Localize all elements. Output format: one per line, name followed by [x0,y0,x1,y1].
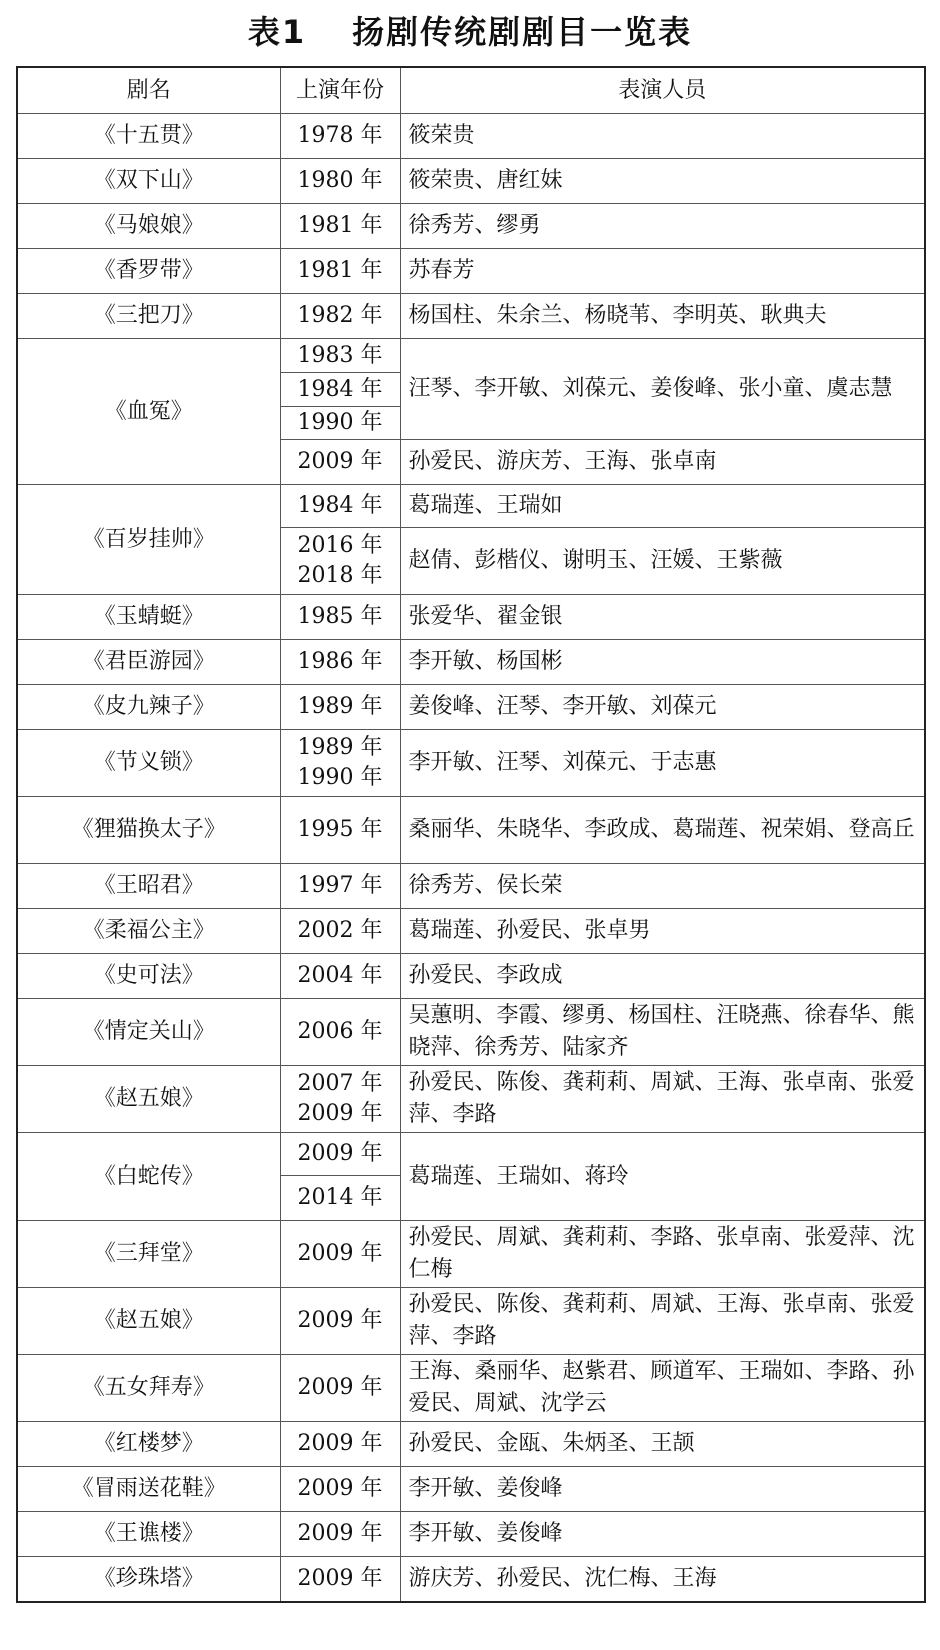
table-row [17,1221,925,1288]
play-year: 2009 年 [280,1133,400,1176]
play-performers: 赵倩、彭楷仪、谢明玉、汪媛、王紫薇 [400,528,925,595]
play-performers: 吴蕙明、李霞、缪勇、杨国柱、汪晓燕、徐春华、熊晓萍、徐秀芳、陆家齐 [400,999,925,1066]
play-year: 1995 年 [280,797,400,864]
play-year: 1986 年 [280,640,400,685]
table-row [17,1557,925,1603]
play-performers: 葛瑞莲、王瑞如、蒋玲 [400,1133,925,1221]
table-row [17,864,925,909]
play-year: 1983 年 [280,339,400,373]
year-line: 2018 年 [297,563,383,588]
table-row [17,909,925,954]
play-name: 《节义锁》 [17,730,280,797]
play-performers: 李开敏、杨国彬 [400,640,925,685]
play-name: 《马娘娘》 [17,204,280,249]
play-year: 1982 年 [280,294,400,339]
play-name: 《狸猫换太子》 [17,797,280,864]
table-row [17,1422,925,1467]
play-year: 1981 年 [280,249,400,294]
play-performers: 游庆芳、孙爱民、沈仁梅、王海 [400,1557,925,1603]
play-year: 1978 年 [280,114,400,159]
play-year: 2009 年 [280,1288,400,1355]
table-number: 表1 [247,13,307,51]
play-performers: 姜俊峰、汪琴、李开敏、刘葆元 [400,685,925,730]
play-performers: 苏春芳 [400,249,925,294]
header-year: 上演年份 [280,67,400,114]
table-row [17,640,925,685]
play-performers: 李开敏、姜俊峰 [400,1512,925,1557]
table-row [17,485,925,528]
play-performers: 李开敏、汪琴、刘葆元、于志惠 [400,730,925,797]
play-name: 《君臣游园》 [17,640,280,685]
play-year: 1984 年 [280,485,400,528]
play-performers: 葛瑞莲、王瑞如 [400,485,925,528]
play-year: 2009 年 [280,1512,400,1557]
play-performers: 孙爱民、李政成 [400,954,925,999]
table-row [17,159,925,204]
table-row [17,1355,925,1422]
table-row [17,114,925,159]
play-performers: 孙爱民、周斌、龚莉莉、李路、张卓南、张爱萍、沈仁梅 [400,1221,925,1288]
play-name: 《皮九辣子》 [17,685,280,730]
play-name: 《三把刀》 [17,294,280,339]
play-year: 1980 年 [280,159,400,204]
play-performers: 李开敏、姜俊峰 [400,1467,925,1512]
table-row [17,1066,925,1133]
table-caption: 扬剧传统剧剧目一览表 [352,13,693,51]
table-row [17,730,925,797]
play-year: 2004 年 [280,954,400,999]
play-year: 2009 年 [280,1355,400,1422]
play-year: 2009 年 [280,1221,400,1288]
play-name: 《柔福公主》 [17,909,280,954]
play-year [280,1066,400,1133]
play-year: 2014 年 [280,1176,400,1221]
table-row [17,1133,925,1176]
play-name: 《王谯楼》 [17,1512,280,1557]
play-performers: 张爱华、翟金银 [400,595,925,640]
header-performers: 表演人员 [400,67,925,114]
play-year: 1989 年 [280,685,400,730]
year-line: 1989 年 [297,735,383,760]
play-name: 《百岁挂帅》 [17,485,280,595]
play-name: 《三拜堂》 [17,1221,280,1288]
play-performers: 杨国柱、朱余兰、杨晓苇、李明英、耿典夫 [400,294,925,339]
table-row [17,339,925,373]
table-row [17,1467,925,1512]
table-row [17,595,925,640]
year-line: 2007 年 [297,1071,383,1096]
play-name: 《血冤》 [17,339,280,485]
table-row [17,294,925,339]
play-name: 《双下山》 [17,159,280,204]
play-year: 2002 年 [280,909,400,954]
year-line: 2009 年 [297,1101,383,1126]
header-name: 剧名 [17,67,280,114]
play-performers: 徐秀芳、缪勇 [400,204,925,249]
play-year: 2006 年 [280,999,400,1066]
play-name: 《王昭君》 [17,864,280,909]
table-row [17,999,925,1066]
play-name: 《玉蜻蜓》 [17,595,280,640]
play-year: 1984 年 [280,373,400,407]
play-performers: 孙爱民、陈俊、龚莉莉、周斌、王海、张卓南、张爱萍、李路 [400,1066,925,1133]
play-year: 2009 年 [280,1467,400,1512]
play-name: 《白蛇传》 [17,1133,280,1221]
play-year: 2009 年 [280,1557,400,1603]
table-title [0,4,940,60]
play-year [280,730,400,797]
play-name: 《香罗带》 [17,249,280,294]
play-performers: 桑丽华、朱晓华、李政成、葛瑞莲、祝荣娟、登高丘 [400,797,925,864]
play-performers: 孙爱民、陈俊、龚莉莉、周斌、王海、张卓南、张爱萍、李路 [400,1288,925,1355]
table-row [17,1288,925,1355]
year-line: 2016 年 [297,533,383,558]
play-performers: 筱荣贵 [400,114,925,159]
play-performers: 汪琴、李开敏、刘葆元、姜俊峰、张小童、虞志慧 [400,339,925,440]
play-year: 1997 年 [280,864,400,909]
play-performers: 徐秀芳、侯长荣 [400,864,925,909]
play-year: 1990 年 [280,407,400,440]
play-performers: 筱荣贵、唐红妹 [400,159,925,204]
play-performers: 孙爱民、游庆芳、王海、张卓南 [400,440,925,485]
year-line: 1990 年 [297,765,383,790]
play-name: 《红楼梦》 [17,1422,280,1467]
play-performers: 孙爱民、金瓯、朱炳圣、王颉 [400,1422,925,1467]
play-year: 1985 年 [280,595,400,640]
play-year: 1981 年 [280,204,400,249]
table-row [17,1512,925,1557]
table-row [17,954,925,999]
play-performers: 葛瑞莲、孙爱民、张卓男 [400,909,925,954]
play-name: 《情定关山》 [17,999,280,1066]
play-name: 《冒雨送花鞋》 [17,1467,280,1512]
play-name: 《十五贯》 [17,114,280,159]
repertoire-table [16,66,926,1603]
play-name: 《史可法》 [17,954,280,999]
play-name: 《赵五娘》 [17,1288,280,1355]
table-row [17,249,925,294]
table-row [17,685,925,730]
play-name: 《珍珠塔》 [17,1557,280,1603]
header-row [17,67,925,114]
play-year [280,528,400,595]
play-year: 2009 年 [280,440,400,485]
play-year: 2009 年 [280,1422,400,1467]
play-name: 《五女拜寿》 [17,1355,280,1422]
table-row [17,797,925,864]
play-name: 《赵五娘》 [17,1066,280,1133]
play-performers: 王海、桑丽华、赵紫君、顾道军、王瑞如、李路、孙爱民、周斌、沈学云 [400,1355,925,1422]
table-row [17,204,925,249]
